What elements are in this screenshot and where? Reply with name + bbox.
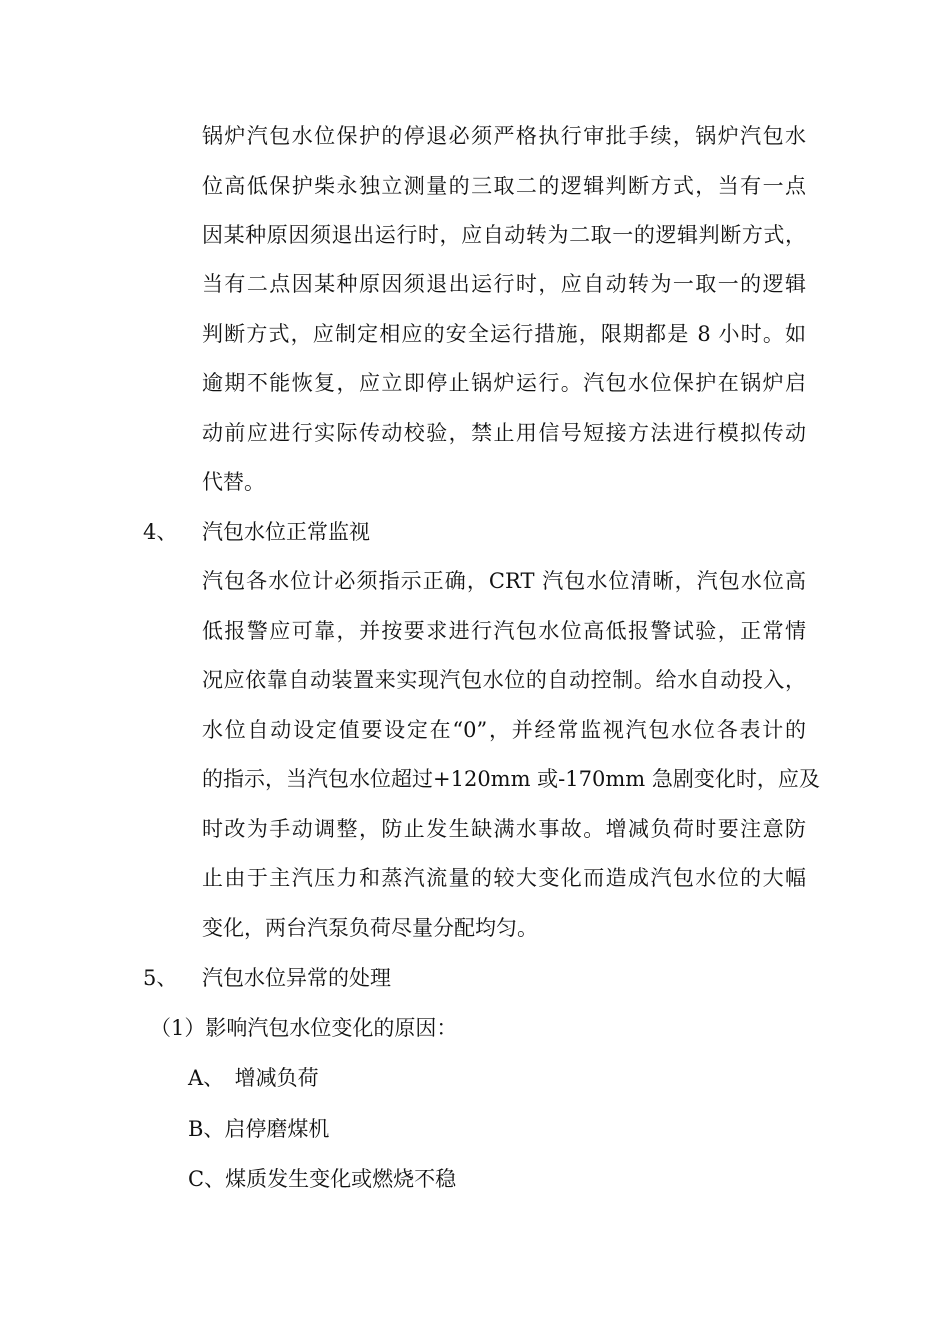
paragraph-line: 动前应进行实际传动校验，禁止用信号短接方法进行模拟传动 [202, 421, 806, 445]
section-title: 汽包水位异常的处理 [202, 966, 391, 990]
section-number: 4、 [143, 520, 178, 544]
paragraph-line: 位高低保护柴永独立测量的三取二的逻辑判断方式，当有一点 [202, 174, 806, 198]
paragraph-line: 时改为手动调整，防止发生缺满水事故。增减负荷时要注意防 [202, 817, 806, 841]
paragraph-line: 汽包各水位计必须指示正确，CRT 汽包水位清晰，汽包水位高 [202, 569, 806, 593]
list-item: A、 增减负荷 [188, 1066, 319, 1090]
paragraph-line: 当有二点因某种原因须退出运行时，应自动转为一取一的逻辑 [202, 272, 806, 296]
paragraph-line: 代替。 [202, 470, 265, 494]
paragraph-line: 止由于主汽压力和蒸汽流量的较大变化而造成汽包水位的大幅 [202, 866, 806, 890]
paragraph-line: 况应依靠自动装置来实现汽包水位的自动控制。给水自动投入， [202, 668, 806, 692]
paragraph-line: 判断方式，应制定相应的安全运行措施，限期都是 8 小时。如 [202, 322, 806, 346]
subheading: （1）影响汽包水位变化的原因： [150, 1016, 458, 1040]
list-item: C、煤质发生变化或燃烧不稳 [188, 1167, 457, 1191]
paragraph-line: 变化，两台汽泵负荷尽量分配均匀。 [202, 916, 538, 940]
section-title: 汽包水位正常监视 [202, 520, 370, 544]
list-item: B、启停磨煤机 [188, 1117, 330, 1141]
paragraph-line: 低报警应可靠，并按要求进行汽包水位高低报警试验，正常情 [202, 619, 806, 643]
paragraph-line: 锅炉汽包水位保护的停退必须严格执行审批手续，锅炉汽包水 [202, 124, 806, 148]
paragraph-line: 逾期不能恢复，应立即停止锅炉运行。汽包水位保护在锅炉启 [202, 371, 806, 395]
paragraph-line: 因某种原因须退出运行时，应自动转为二取一的逻辑判断方式， [202, 223, 806, 247]
paragraph-line: 水位自动设定值要设定在“0”，并经常监视汽包水位各表计的 [202, 718, 806, 742]
section-number: 5、 [143, 966, 178, 990]
paragraph-line: 的指示，当汽包水位超过+120mm 或-170mm 急剧变化时，应及 [202, 767, 820, 791]
